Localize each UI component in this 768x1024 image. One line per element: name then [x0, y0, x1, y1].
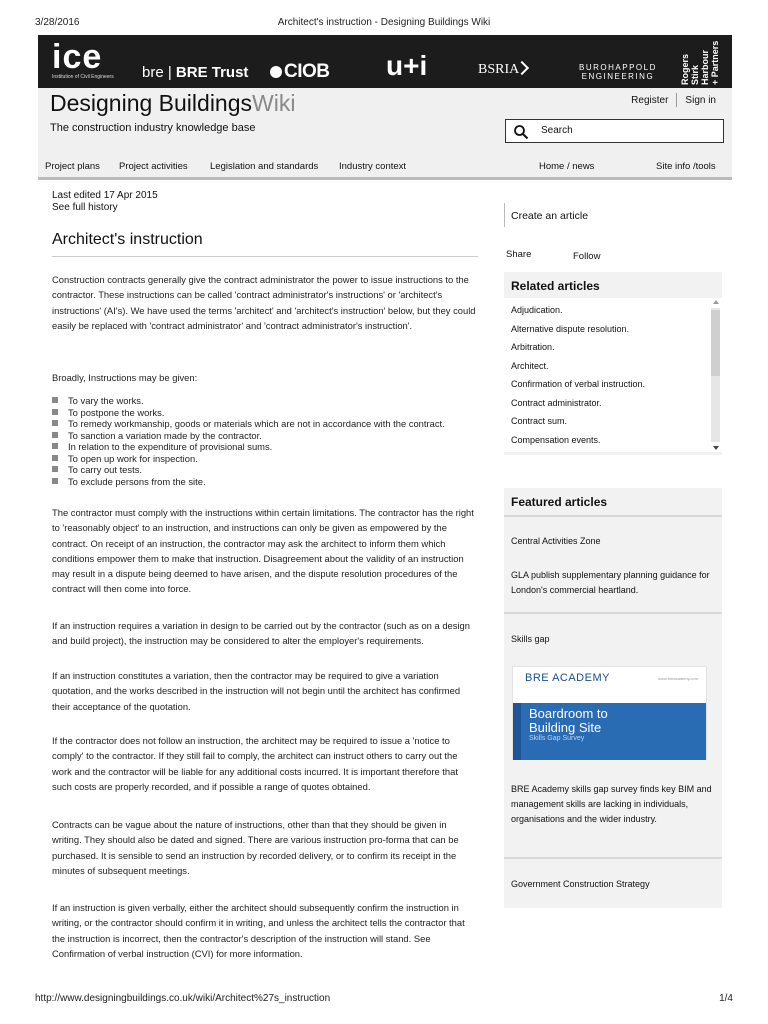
promo-banner [513, 703, 706, 760]
nav-site-info[interactable]: Site info /tools [656, 161, 716, 172]
nav-legislation[interactable]: Legislation and standards [210, 161, 319, 172]
site-logo[interactable] [50, 90, 295, 117]
history-link[interactable]: See full history [52, 202, 118, 213]
paragraph-5: If an instruction constitutes a variation, then the contractor may be required to give a variation quotation, and the works described in the instruction will not begin until the architect has confirmed their acceptance of the quotation. [52, 670, 461, 712]
print-footer [35, 993, 733, 1007]
site-tagline: The construction industry knowledge base [50, 122, 256, 134]
paragraph-3: The contractor must comply with the instructions within certain limitations. The contractor has the right to 'reasonably object' to an instruction, and instructions can only be given as empowered by the contract. On receipt of an instruction, the contractor may ask the architect to inform them which conditions empower them to make that instruction. Disagreement about the validity of an instruction may result in a dispute being deemed to have arisen, and the dispute resolution procedures of the contract will then come into force. [52, 507, 474, 595]
search-box[interactable] [505, 119, 724, 143]
nav-project-activities[interactable]: Project activities [119, 161, 188, 172]
bre-logo-text: bre [142, 64, 164, 81]
related-article-link[interactable]: Architect. [511, 360, 549, 371]
bsria-logo-text: BSRIA [478, 62, 520, 77]
paragraph-6: If the contractor does not follow an instruction, the architect may be required to issue a 'notice to comply' to the contractor. If they still fail to comply, the architect can instruct others to carry out the work and the contractor will be liable for any additional costs incurred. It is important therefore that such costs are properly recorded, and if possible a range of quotes obtained. [52, 735, 458, 792]
article-meta [52, 190, 478, 214]
buro-line-2: ENGINEERING [581, 72, 655, 81]
promo-title [529, 707, 608, 735]
ui-logo[interactable]: u+i [386, 50, 428, 81]
related-articles-list [504, 298, 722, 452]
last-edited: Last edited 17 Apr 2015 [52, 190, 158, 201]
print-title: Architect's instruction - Designing Buildings Wiki [277, 17, 491, 28]
featured-divider [504, 857, 722, 859]
related-article-link[interactable]: Arbitration. [511, 342, 555, 352]
follow-button[interactable]: Follow [573, 251, 601, 262]
page-title: Architect's instruction [52, 231, 203, 248]
buro-line-1: BUROHAPPOLD [579, 63, 657, 72]
related-article-link[interactable]: Alternative dispute resolution. [511, 323, 630, 334]
paragraph-2: Broadly, Instructions may be given: [52, 372, 198, 383]
related-article-link[interactable]: Contract administrator. [511, 397, 602, 408]
related-article-link[interactable]: Contract sum. [511, 416, 568, 426]
paragraph-4: If an instruction requires a variation in design to be carried out by the contractor (such as on a design and build project), the instruction may be considered to alter the employer's requirements. [52, 620, 470, 647]
auth-divider [676, 93, 677, 107]
promo-site-text: www.breacademy.com [658, 676, 698, 681]
title-divider [52, 256, 478, 257]
bre-trust-logo[interactable]: bre | BRE Trust [142, 64, 249, 81]
promo-title-line-2: Building Site [529, 720, 602, 735]
bre-trust-text: BRE Trust [175, 64, 249, 81]
featured-article-link[interactable]: Skills gap [511, 634, 550, 644]
rogers-line-1: Rogers [680, 53, 690, 85]
featured-divider [504, 515, 722, 517]
featured-divider [504, 612, 722, 614]
scroll-down-arrow-icon[interactable] [713, 446, 719, 450]
paragraph-8: If an instruction is given verbally, either the architect should subsequently confirm the instruction in writing, or the contractor should confirm it in writing, and unless the architect tells the contractor that the instruction is incorrect, then the contractor's description of the instruction will stand. See Confirmation of verbal instruction (CVI) for more information. [52, 902, 465, 959]
featured-article-link[interactable]: Central Activities Zone [511, 536, 601, 546]
featured-articles-panel [504, 488, 722, 908]
rogers-line-2: Stirk [690, 64, 700, 85]
bre-academy-logo: BRE ACADEMY [525, 672, 610, 684]
ciob-logo-text: CIOB [284, 61, 330, 82]
burohappold-logo[interactable] [579, 63, 657, 81]
related-article-link[interactable]: Adjudication. [511, 305, 563, 315]
search-icon[interactable] [513, 124, 529, 140]
rogers-line-4: + Partners [710, 40, 720, 85]
bre-academy-promo-image[interactable] [512, 666, 707, 760]
rogers-line-3: Harbour [700, 49, 710, 85]
scroll-up-arrow-icon[interactable] [713, 300, 719, 304]
featured-articles-title: Featured articles [511, 495, 608, 509]
share-button[interactable]: Share [506, 249, 532, 260]
paragraph-1: Construction contracts generally give the contract administrator the power to issue instructions to the contractor. These instructions can be called 'contract administrator's instructions' or 'architect's instructions' (AI's). We have used the terms 'architect' and 'architect's instruction' below, but they could easily be replaced with 'contract administrator' and 'contract administrator's instruction'. [52, 274, 476, 331]
promo-accent-bar [513, 703, 521, 760]
promo-title-line-1: Boardroom to [529, 706, 608, 721]
ice-logo-subtitle: Institution of Civil Engineers [52, 74, 114, 80]
featured-article-link[interactable]: GLA publish supplementary planning guidance for London's commercial heartland. [511, 570, 710, 595]
bsria-logo[interactable] [478, 62, 527, 78]
rogers-logo[interactable] [678, 37, 732, 87]
related-scrollbar[interactable] [711, 298, 720, 452]
search-input[interactable]: Search [541, 125, 573, 136]
related-article-link[interactable]: Confirmation of verbal instruction. [511, 379, 646, 389]
sponsor-bar [38, 35, 732, 88]
print-header [35, 17, 733, 31]
promo-subtitle: Skills Gap Survey [529, 735, 585, 742]
print-date: 3/28/2016 [35, 17, 80, 28]
site-name: Designing Buildings [50, 90, 253, 116]
paragraph-7: Contracts can be vague about the nature of instructions, other than that they should be given in writing. They should also be dated and signed. There are various instruction pro-forma that can be purchased. It is sensible to send an instruction by recorded delivery, or to confirm its receipt in the minutes of subsequent meetings. [52, 819, 459, 876]
print-url: http://www.designingbuildings.co.uk/wiki/Architect%27s_instruction [35, 993, 331, 1004]
ciob-logo[interactable] [270, 61, 330, 83]
featured-article-link[interactable]: Government Construction Strategy [511, 879, 650, 889]
nav-project-plans[interactable]: Project plans [45, 161, 100, 172]
ice-logo[interactable]: ice [52, 38, 103, 76]
nav-industry-context[interactable]: Industry context [339, 161, 407, 172]
related-articles-title: Related articles [511, 279, 600, 293]
site-name-wiki: Wiki [252, 90, 296, 116]
scrollbar-thumb[interactable] [711, 310, 720, 376]
related-article-link[interactable]: Compensation events. [511, 434, 601, 445]
ciob-dot-icon [270, 66, 282, 78]
register-link[interactable]: Register [631, 94, 669, 106]
related-articles-panel [504, 272, 722, 455]
featured-article-link[interactable]: BRE Academy skills gap survey finds key BIM and management skills are lacking in individuals, organisations and the wider industry. [511, 784, 712, 824]
sign-in-link[interactable]: Sign in [685, 94, 716, 106]
site-header [38, 88, 732, 180]
nav-home-news[interactable]: Home / news [539, 161, 595, 172]
auth-links [631, 93, 716, 107]
sidebar-divider [504, 203, 505, 227]
create-article-link[interactable]: Create an article [511, 210, 589, 222]
print-page-number: 1/4 [719, 993, 733, 1004]
